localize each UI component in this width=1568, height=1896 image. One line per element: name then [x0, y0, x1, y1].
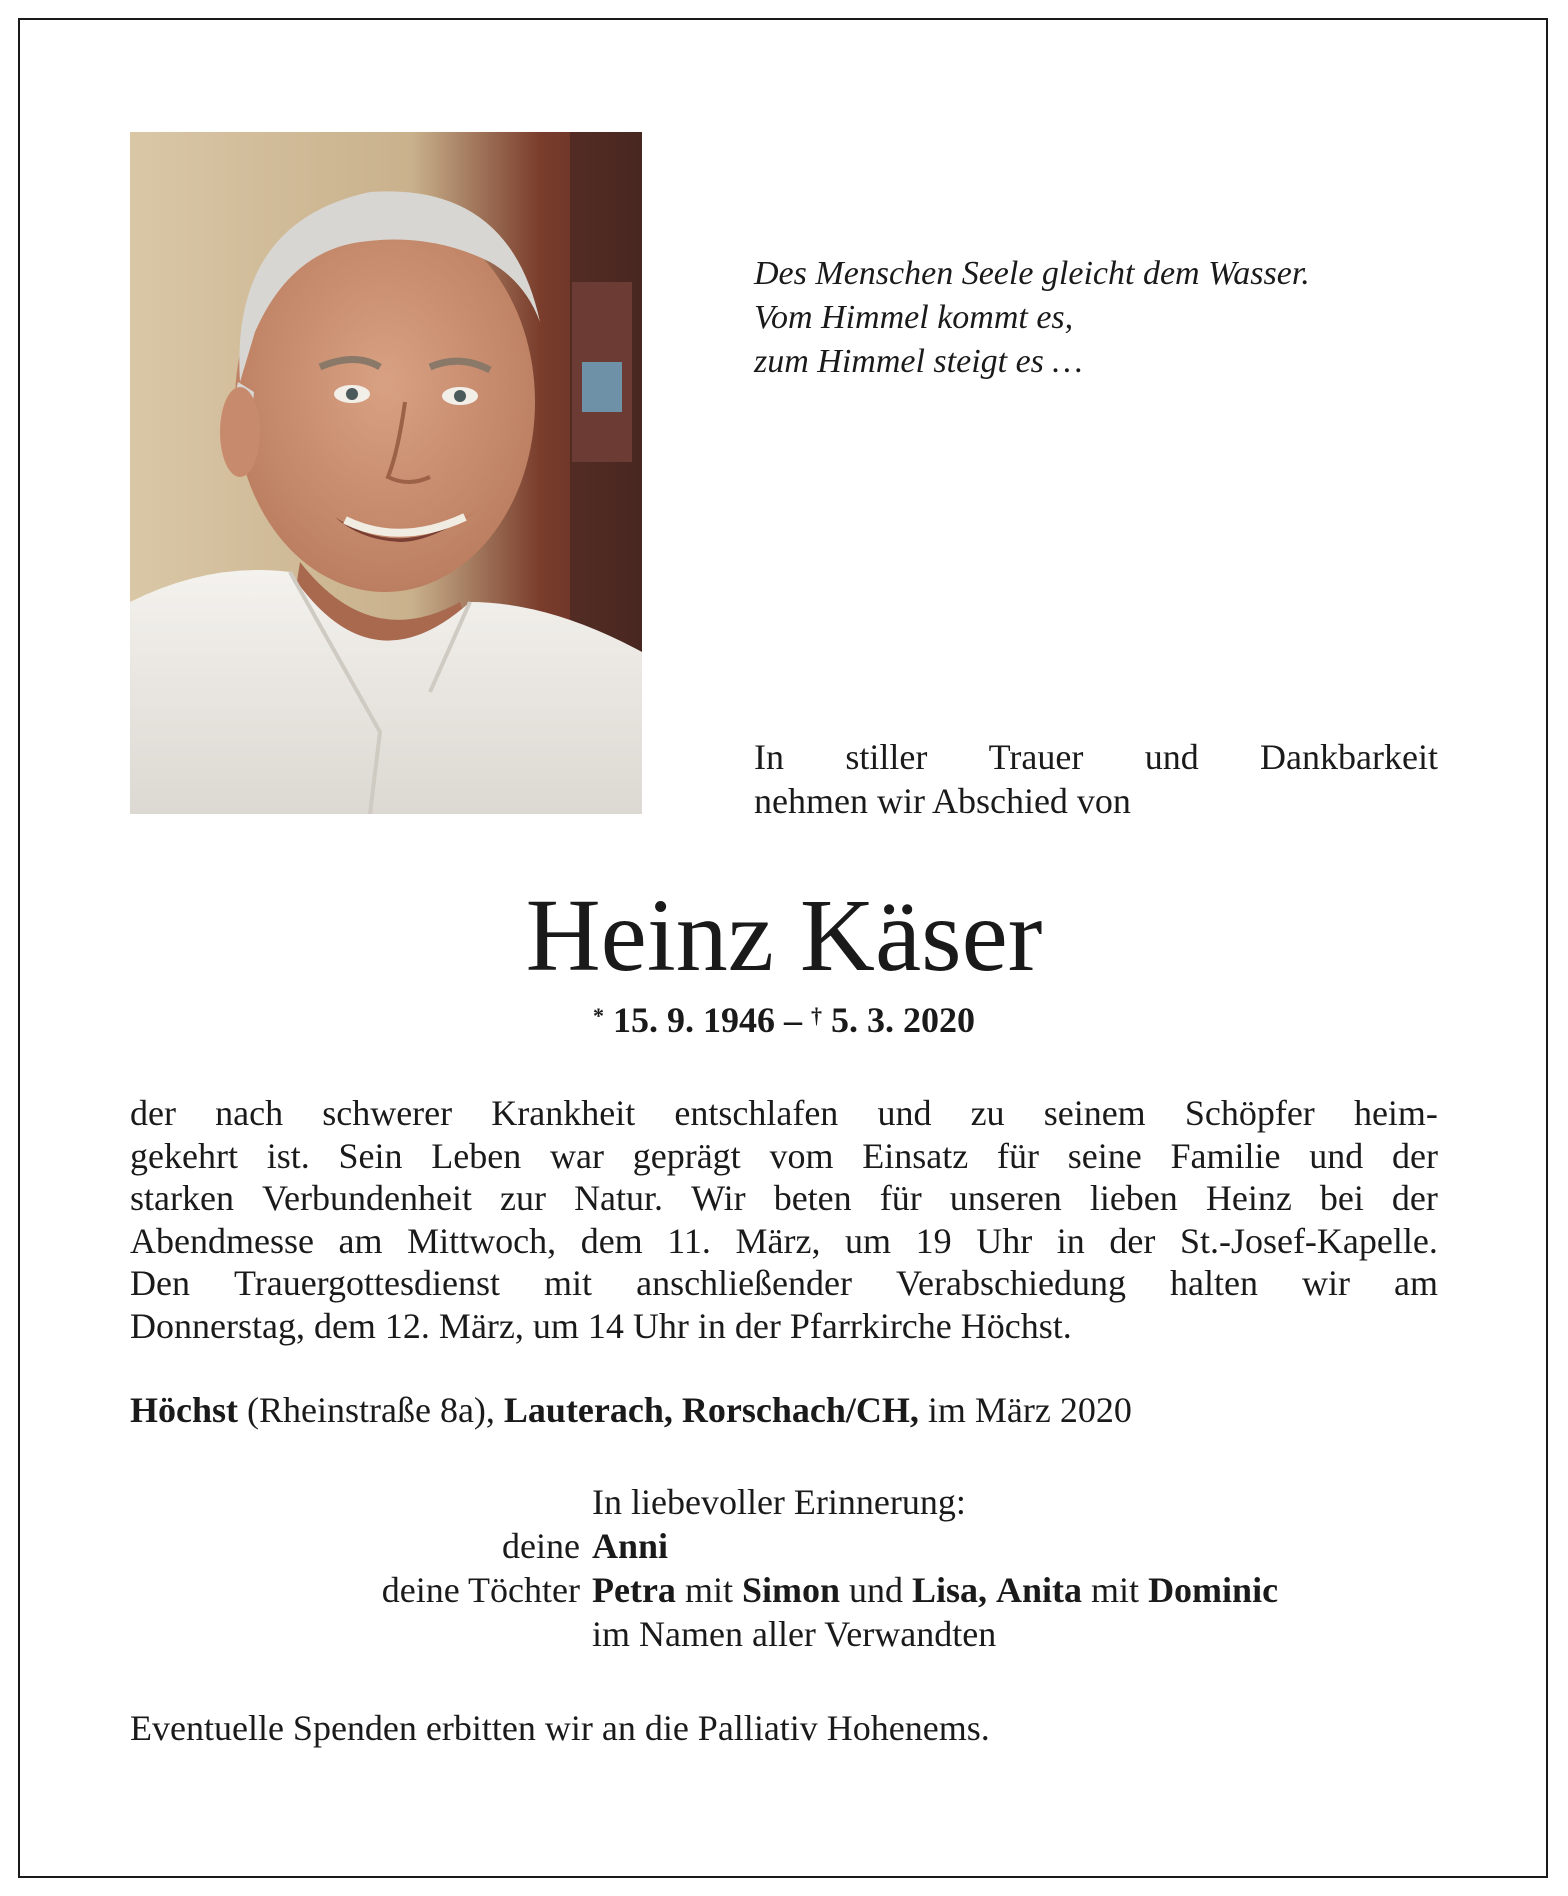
body-word: um: [845, 1220, 892, 1261]
body-word: vom: [769, 1135, 834, 1176]
body-word: bei: [1319, 1178, 1364, 1218]
body-word: für: [879, 1178, 922, 1218]
body-word: war: [550, 1135, 604, 1176]
body-word: und: [1309, 1135, 1364, 1176]
deceased-name: Heinz Käser: [525, 878, 1043, 993]
body-word: geprägt: [632, 1135, 741, 1176]
body-line: Donnerstag, dem 12. März, um 14 Uhr in der Pfarrkirche Höchst.: [130, 1305, 1072, 1346]
body-word: Sein: [338, 1135, 403, 1176]
body-word: unseren: [949, 1178, 1062, 1218]
body-word: der: [1391, 1135, 1438, 1176]
body-word: der: [1391, 1178, 1438, 1218]
death-symbol: †: [811, 1003, 822, 1028]
body-word: seine: [1067, 1135, 1142, 1176]
body-word: Einsatz: [862, 1135, 969, 1176]
body-word: schwerer: [322, 1093, 453, 1133]
signature-name: Anni: [592, 1526, 669, 1566]
poem: [754, 252, 1454, 384]
portrait-photo: [130, 132, 642, 814]
signature-name: Simon: [741, 1570, 840, 1610]
signature-row: [130, 1568, 1438, 1612]
body-word: seinem: [1043, 1093, 1146, 1133]
signature-heading-row: [130, 1480, 1438, 1524]
intro-word: stiller: [845, 737, 928, 777]
body-word: 11.: [667, 1220, 711, 1261]
body-word: St.-Josef-Kapelle.: [1179, 1220, 1438, 1261]
signature-name: Lisa,: [912, 1570, 988, 1610]
notice-body: [130, 1092, 1438, 1347]
body-word: halten: [1169, 1263, 1258, 1303]
intro-word: In: [754, 737, 784, 777]
body-word: Trauergottesdienst: [234, 1263, 501, 1303]
signatures: [130, 1480, 1438, 1656]
signature-label: deine Töchter: [381, 1570, 580, 1610]
body-word: dem: [580, 1220, 643, 1261]
death-date: 5. 3. 2020: [831, 1000, 975, 1040]
body-word: zur: [500, 1178, 546, 1218]
body-word: Abendmesse: [130, 1220, 314, 1261]
body-word: am: [338, 1220, 383, 1261]
signature-row: [130, 1524, 1438, 1568]
signature-row: [130, 1612, 1438, 1656]
body-word: Wir: [691, 1178, 746, 1218]
body-word: nach: [215, 1093, 284, 1133]
body-word: Heinz: [1205, 1178, 1292, 1218]
body-word: beten: [773, 1178, 852, 1218]
body-word: Schöpfer: [1184, 1093, 1315, 1133]
body-word: zu: [970, 1093, 1005, 1133]
place-town: Höchst: [130, 1390, 238, 1430]
place-date: im März 2020: [927, 1390, 1132, 1430]
signature-connector: mit: [1091, 1570, 1140, 1610]
body-word: gekehrt: [130, 1135, 238, 1176]
body-word: Familie: [1170, 1135, 1281, 1176]
life-dates: [0, 996, 1568, 1044]
body-line: [130, 1177, 1438, 1220]
body-word: Leben: [431, 1135, 522, 1176]
intro-line: [754, 735, 1438, 779]
body-word: entschlafen: [674, 1093, 839, 1133]
place-address: (Rheinstraße 8a),: [247, 1390, 495, 1430]
place-town: Rorschach/CH,: [681, 1390, 919, 1430]
intro-word: Dankbarkeit: [1260, 737, 1438, 777]
poem-line: zum Himmel steigt es …: [754, 343, 1083, 380]
body-word: Natur.: [574, 1178, 664, 1218]
body-word: Uhr: [976, 1220, 1033, 1261]
intro-line: nehmen wir Abschied von: [754, 781, 1131, 821]
body-word: Verabschiedung: [896, 1263, 1126, 1303]
body-line: [130, 1220, 1438, 1263]
birth-symbol: *: [593, 1003, 604, 1028]
poem-line: Des Menschen Seele gleicht dem Wasser.: [754, 255, 1310, 292]
body-word: wir: [1301, 1263, 1350, 1303]
body-word: Den: [130, 1263, 190, 1303]
signature-connector: und: [849, 1570, 903, 1610]
birth-date: 15. 9. 1946: [613, 1000, 775, 1040]
poem-line: Vom Himmel kommt es,: [754, 299, 1074, 336]
body-word: starken: [130, 1178, 234, 1218]
body-word: Verbundenheit: [262, 1178, 472, 1218]
donation-note: Eventuelle Spenden erbitten wir an die Palliativ Hohenems.: [130, 1708, 990, 1748]
place-town: Lauterach,: [503, 1390, 673, 1430]
body-word: der: [130, 1093, 176, 1133]
body-word: 19: [915, 1220, 952, 1261]
signature-connector: mit: [684, 1570, 733, 1610]
body-word: am: [1394, 1263, 1438, 1303]
date-separator: –: [784, 1000, 802, 1040]
body-word: in: [1056, 1220, 1085, 1261]
intro-word: und: [1144, 737, 1199, 777]
body-line: [130, 1262, 1438, 1305]
body-word: und: [877, 1093, 932, 1133]
body-word: lieben: [1089, 1178, 1178, 1218]
body-word: ist.: [266, 1135, 310, 1176]
body-word: für: [996, 1135, 1039, 1176]
body-word: Krankheit: [491, 1093, 636, 1133]
body-word: Mittwoch,: [407, 1220, 557, 1261]
body-line: [130, 1135, 1438, 1178]
body-line: [130, 1092, 1438, 1135]
signature-name: Petra: [592, 1570, 676, 1610]
signature-name: Dominic: [1148, 1570, 1279, 1610]
signature-relatives: im Namen aller Verwandten: [592, 1614, 997, 1654]
body-word: anschließender: [636, 1263, 852, 1303]
body-word: mit: [544, 1263, 593, 1303]
signature-heading: In liebevoller Erinnerung:: [592, 1482, 966, 1522]
body-word: heim-: [1353, 1093, 1438, 1133]
body-word: März,: [735, 1220, 821, 1261]
place-date-line: [130, 1388, 1132, 1432]
signature-name: Anita: [996, 1570, 1083, 1610]
signature-label: deine: [502, 1526, 580, 1566]
intro-text: [754, 735, 1438, 823]
body-word: der: [1109, 1220, 1156, 1261]
intro-word: Trauer: [988, 737, 1084, 777]
